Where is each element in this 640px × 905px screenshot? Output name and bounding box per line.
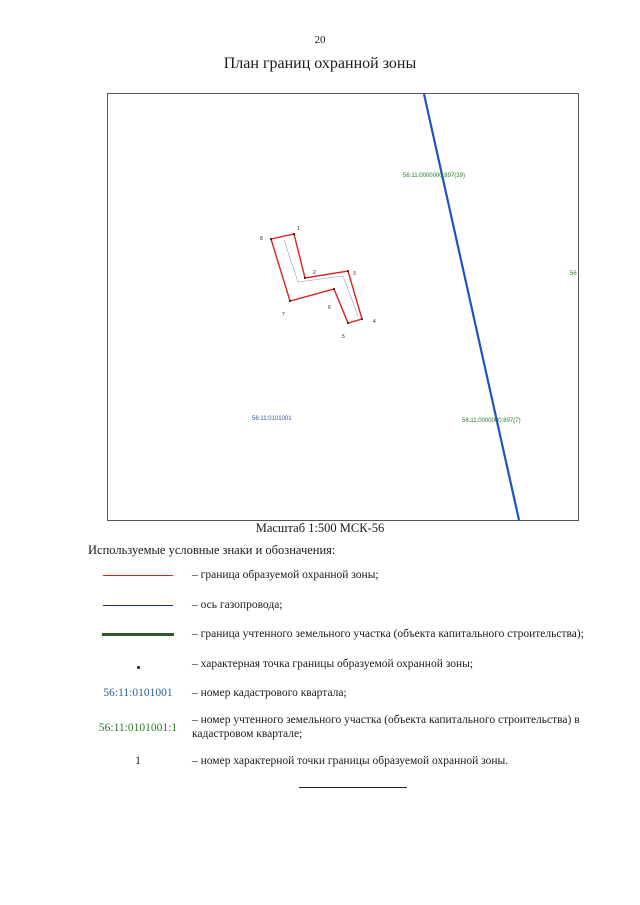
legend-desc: – характерная точка границы образуемой охранной зоны;	[192, 658, 474, 670]
protected-zone-boundary	[271, 234, 362, 323]
gas-pipeline-axis	[284, 240, 358, 316]
point-label-2: 2	[313, 270, 316, 276]
legend-desc: – номер учтенного земельного участка (объекта капитального строительства) в кадастровом квартале;	[192, 714, 580, 740]
point-dot-icon	[137, 666, 140, 669]
legend-item-characteristic-point	[0, 654, 640, 674]
legend-symbol	[88, 624, 188, 644]
legend-desc: – ось газопровода;	[192, 599, 283, 611]
point-label-7: 7	[282, 312, 285, 318]
characteristic-points	[270, 233, 363, 324]
legend-title: Используемые условные знаки и обозначения:	[88, 543, 336, 557]
green-thick-line-icon	[102, 633, 174, 636]
parcel-boundary-line	[424, 94, 519, 520]
point-4	[361, 318, 363, 320]
legend-symbol	[88, 654, 188, 674]
point-label-1: 1	[297, 226, 300, 232]
point-1	[293, 233, 295, 235]
legend-symbol	[88, 565, 188, 585]
legend-desc: – номер кадастрового квартала;	[192, 687, 347, 699]
parcel-label-top: 56:11:0000000:897(39)	[403, 173, 465, 179]
parcel-label-bottom: 56:11:0000000:897(7)	[462, 418, 521, 424]
point-3	[347, 270, 349, 272]
legend-desc: – граница учтенного земельного участка (объекта капитального строительства);	[192, 628, 584, 640]
legend-symbol-point-number: 1	[135, 755, 141, 767]
point-label-6: 6	[328, 305, 331, 311]
legend-desc: – номер характерной точки границы образуемой охранной зоны.	[192, 755, 509, 767]
legend-symbol-quarter-number: 56:11:0101001	[103, 687, 173, 699]
legend-symbol	[88, 595, 188, 615]
footer-divider	[299, 787, 407, 788]
point-8	[270, 238, 272, 240]
page-number: 20	[314, 34, 326, 46]
legend-item-zone-boundary	[0, 565, 640, 585]
legend-item-parcel-boundary	[0, 624, 640, 644]
point-label-4: 4	[373, 319, 376, 325]
map-canvas	[108, 94, 578, 520]
point-7	[289, 300, 291, 302]
dark-blue-line-icon	[103, 605, 173, 606]
quarter-label: 56:11:0101001	[252, 416, 292, 422]
legend-item-quarter-number	[0, 683, 640, 703]
legend-item-parcel-number	[0, 713, 640, 743]
legend-desc: – граница образуемой охранной зоны;	[192, 569, 379, 581]
legend-symbol-parcel-number: 56:11:0101001:1	[98, 722, 178, 734]
edge-label-fragment: 56	[570, 271, 577, 277]
page-title: План границ охранной зоны	[223, 55, 417, 72]
point-label-8: 8	[260, 236, 263, 242]
point-6	[333, 288, 335, 290]
legend-item-point-number	[0, 751, 640, 771]
point-5	[347, 322, 349, 324]
red-line-icon	[103, 575, 173, 576]
map-frame	[107, 93, 579, 521]
point-label-5: 5	[342, 334, 345, 340]
point-label-3: 3	[353, 271, 356, 277]
point-2	[304, 277, 306, 279]
map-scale: Масштаб 1:500 МСК-56	[255, 521, 385, 535]
legend-item-gas-axis	[0, 595, 640, 615]
